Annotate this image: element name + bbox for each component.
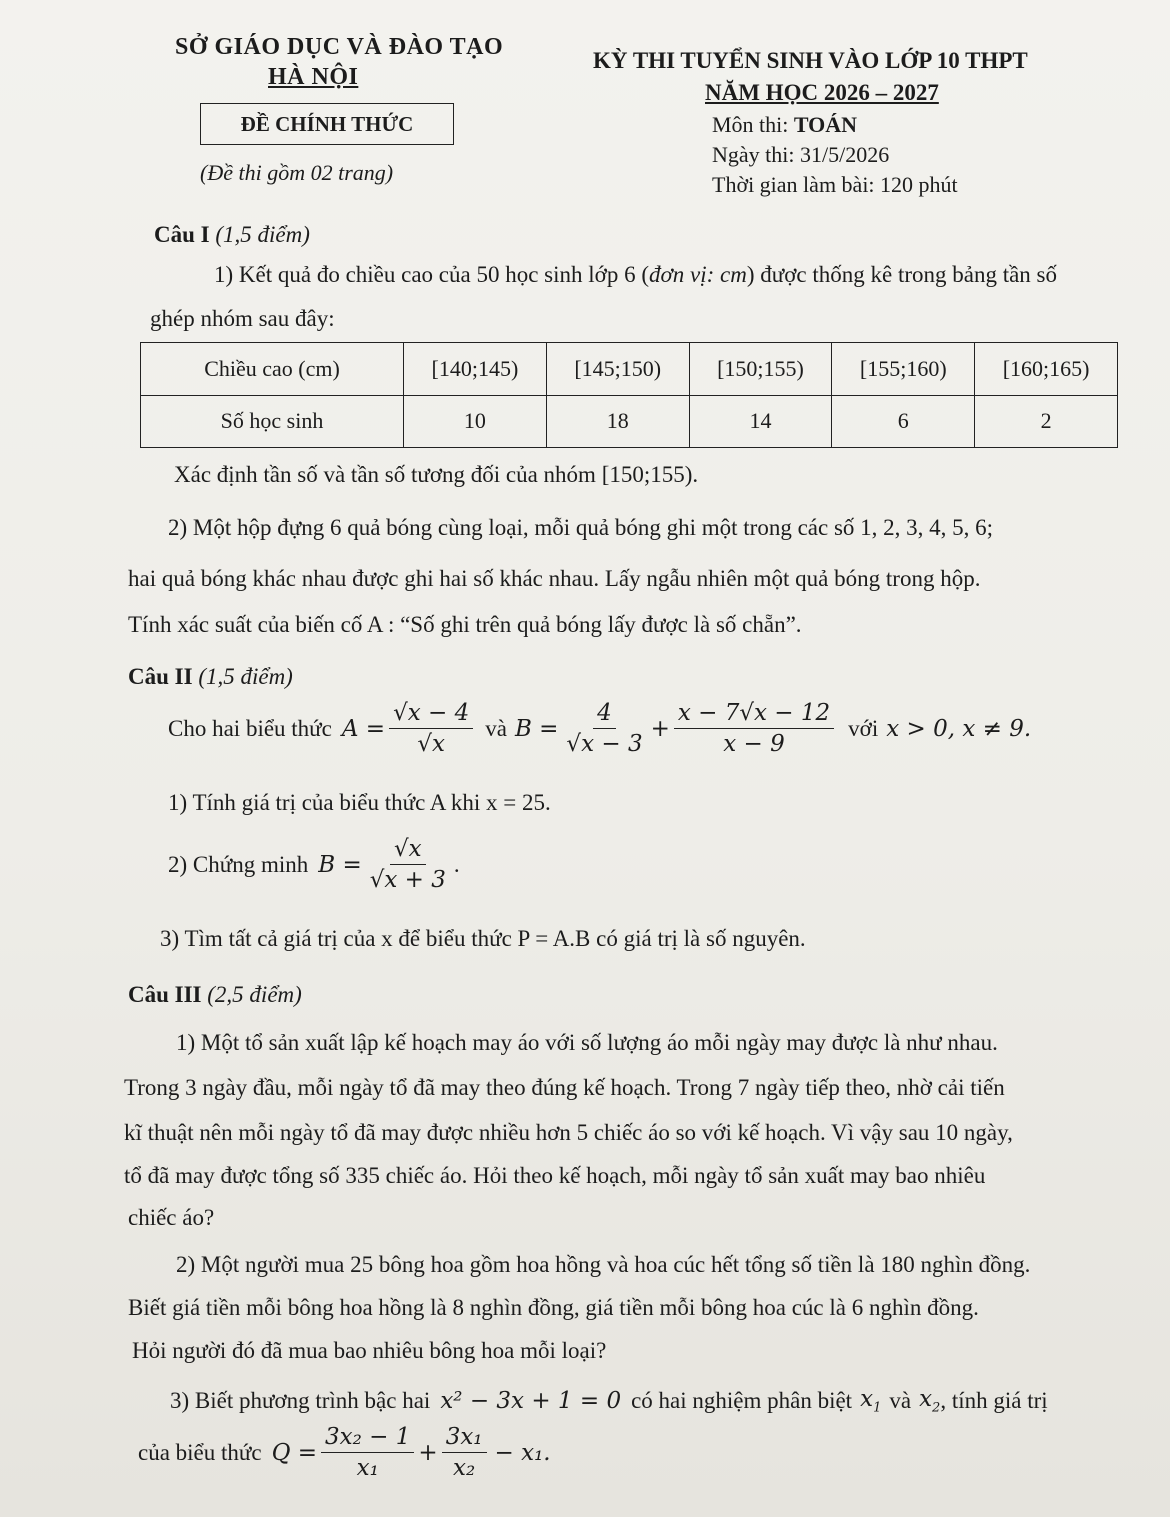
q3-title: Câu III — [128, 982, 202, 1007]
q3-p3-tail: − x₁. — [494, 1439, 551, 1466]
table-group-cell: [160;165) — [975, 343, 1118, 396]
q3-p3-fraction2 — [442, 1424, 487, 1481]
q1-heading — [154, 222, 310, 248]
q3-p3-Q: Q = — [271, 1439, 318, 1466]
q2-part2-B: B = — [318, 851, 362, 878]
table-group-cell: [140;145) — [404, 343, 547, 396]
q2-part2-fraction — [366, 836, 450, 893]
table-count-row — [141, 395, 1118, 448]
department-name: SỞ GIÁO DỤC VÀ ĐÀO TẠO — [175, 34, 504, 60]
q2-A-symbol: A = — [341, 715, 386, 742]
q2-B-f2-numerator: x − 7√x − 12 — [674, 700, 834, 729]
q1-part2-line1: 2) Một hộp đựng 6 quả bóng cùng loại, mỗi quả bóng ghi một trong các số 1, 2, 3, 4, 5, 6; — [168, 515, 994, 540]
q1-title: Câu I — [154, 222, 210, 247]
q1-part1-task: Xác định tần số và tần số tương đối của nhóm [150;155). — [174, 462, 699, 487]
city-name: HÀ NỘI — [268, 64, 359, 90]
q1-part1-line2: ghép nhóm sau đây: — [150, 306, 335, 331]
table-header-label: Chiều cao (cm) — [141, 343, 404, 396]
q2-B-fraction2 — [674, 700, 834, 757]
q2-part2 — [168, 836, 460, 893]
q3-p3-f2-numerator: 3x₁ — [442, 1424, 487, 1453]
q2-B-symbol: B = — [514, 715, 559, 742]
q3-heading — [128, 982, 302, 1008]
q2-heading — [128, 664, 293, 690]
q3-part2-line2: Biết giá tiền mỗi bông hoa hồng là 8 nghìn đồng, giá tiền mỗi bông hoa cúc là 6 nghìn đồng. — [128, 1295, 979, 1320]
q1-part2-line3: Tính xác suất của biến cố A : “Số ghi trên quả bóng lấy được là số chẵn”. — [128, 612, 802, 637]
q2-A-fraction — [389, 700, 473, 757]
table-row-label: Số học sinh — [141, 395, 404, 448]
q3-part1-line4: tổ đã may được tổng số 335 chiếc áo. Hỏi theo kế hoạch, mỗi ngày tổ sản xuất may bao nhiêu — [124, 1163, 986, 1188]
table-header-row — [141, 343, 1118, 396]
frequency-table — [140, 342, 1118, 448]
q1-p1-unit: đơn vị: cm — [648, 262, 747, 287]
q2-part3: 3) Tìm tất cả giá trị của x để biểu thức P = A.B có giá trị là số nguyên. — [160, 926, 806, 951]
official-exam-label — [200, 103, 454, 145]
pages-note: (Đề thi gồm 02 trang) — [200, 160, 394, 185]
q3-p3-f1-numerator: 3x₂ − 1 — [321, 1424, 414, 1453]
q2-condition: x > 0, x ≠ 9. — [886, 715, 1032, 742]
q2-B-f2-denominator: x − 9 — [723, 731, 785, 757]
table-count-cell: 10 — [404, 395, 547, 448]
q3-part1-line3: kĩ thuật nên mỗi ngày tổ đã may được nhiều hơn 5 chiếc áo so với kế hoạch. Vì vậy sau 10 ngày, — [124, 1120, 1013, 1145]
q3-p3-text-c: và — [889, 1387, 912, 1413]
exam-date: Ngày thi: 31/5/2026 — [712, 142, 890, 167]
q3-p3-f1-denominator: x₁ — [356, 1455, 379, 1481]
q3-p3-text-e: của biểu thức — [138, 1439, 262, 1465]
q3-p3-x2: $x_2$ — [919, 1386, 941, 1416]
school-year: NĂM HỌC 2026 – 2027 — [705, 80, 939, 105]
table-group-cell: [150;155) — [689, 343, 832, 396]
q3-part2-line3: Hỏi người đó đã mua bao nhiêu bông hoa mỗi loại? — [132, 1338, 607, 1363]
subject-value: TOÁN — [793, 112, 858, 137]
q1-p1-text-a: 1) Kết quả đo chiều cao của 50 học sinh lớp 6 ( — [214, 262, 649, 287]
q2-intro: Cho hai biểu thức — [168, 715, 332, 741]
q3-part1-line1: 1) Một tổ sản xuất lập kế hoạch may áo với số lượng áo mỗi ngày may được là như nhau. — [176, 1030, 998, 1055]
table-count-cell: 6 — [832, 395, 975, 448]
q1-points: (1,5 điểm) — [215, 222, 310, 247]
q2-and: và — [485, 715, 507, 741]
q2-part2-period: . — [453, 851, 460, 877]
q2-part2-text: 2) Chứng minh — [168, 851, 309, 877]
exam-title: KỲ THI TUYỂN SINH VÀO LỚP 10 THPT — [593, 48, 1028, 73]
q2-part2-numerator: √x — [390, 836, 426, 865]
q2-A-numerator: √x − 4 — [389, 700, 473, 729]
table-count-cell: 2 — [975, 395, 1118, 448]
exam-duration: Thời gian làm bài: 120 phút — [712, 172, 958, 197]
q3-p3-fraction1 — [321, 1424, 414, 1481]
q2-plus: + — [650, 715, 670, 742]
table-group-cell: [155;160) — [832, 343, 975, 396]
q2-B-f1-denominator: √x − 3 — [566, 731, 643, 757]
q2-with: với — [848, 715, 879, 741]
subject-label: Môn thi: — [712, 112, 794, 137]
q1-part1-line1 — [214, 262, 1057, 288]
q3-part3-line2 — [138, 1424, 551, 1481]
q2-points: (1,5 điểm) — [198, 664, 293, 689]
q2-B-f1-numerator: 4 — [593, 700, 616, 729]
table-count-cell: 14 — [689, 395, 832, 448]
q3-p3-f2-denominator: x₂ — [453, 1455, 476, 1481]
q2-title: Câu II — [128, 664, 193, 689]
subject-line — [712, 112, 857, 138]
q3-p3-text-b: có hai nghiệm phân biệt — [631, 1387, 853, 1413]
q3-p3-text-a: 3) Biết phương trình bậc hai — [170, 1387, 431, 1413]
q2-A-denominator: √x — [417, 731, 445, 757]
q2-part1: 1) Tính giá trị của biểu thức A khi x = 25. — [168, 790, 551, 815]
table-group-cell: [145;150) — [546, 343, 689, 396]
q3-p3-text-d: , tính giá trị — [940, 1387, 1048, 1413]
official-exam-text: ĐỀ CHÍNH THỨC — [240, 111, 414, 136]
q3-part3-line1 — [170, 1386, 1048, 1416]
q3-p3-plus: + — [418, 1439, 438, 1466]
q3-p3-equation: x² − 3x + 1 = 0 — [440, 1387, 622, 1414]
q3-points: (2,5 điểm) — [207, 982, 302, 1007]
q1-part2-line2: hai quả bóng khác nhau được ghi hai số khác nhau. Lấy ngẫu nhiên một quả bóng trong hộp. — [128, 566, 981, 591]
q2-part2-denominator: √x + 3 — [369, 867, 446, 893]
q2-expressions — [168, 700, 1031, 757]
q3-part1-line5: chiếc áo? — [128, 1205, 215, 1230]
q3-part2-line1: 2) Một người mua 25 bông hoa gồm hoa hồng và hoa cúc hết tổng số tiền là 180 nghìn đồng. — [176, 1252, 1031, 1277]
q3-p3-x1: $x_1$ — [860, 1386, 882, 1416]
q1-p1-text-b: ) được thống kê trong bảng tần số — [746, 262, 1057, 287]
table-count-cell: 18 — [546, 395, 689, 448]
q2-B-fraction1 — [562, 700, 646, 757]
q3-part1-line2: Trong 3 ngày đầu, mỗi ngày tổ đã may theo đúng kế hoạch. Trong 7 ngày tiếp theo, nhờ cải tiến — [124, 1075, 1005, 1100]
